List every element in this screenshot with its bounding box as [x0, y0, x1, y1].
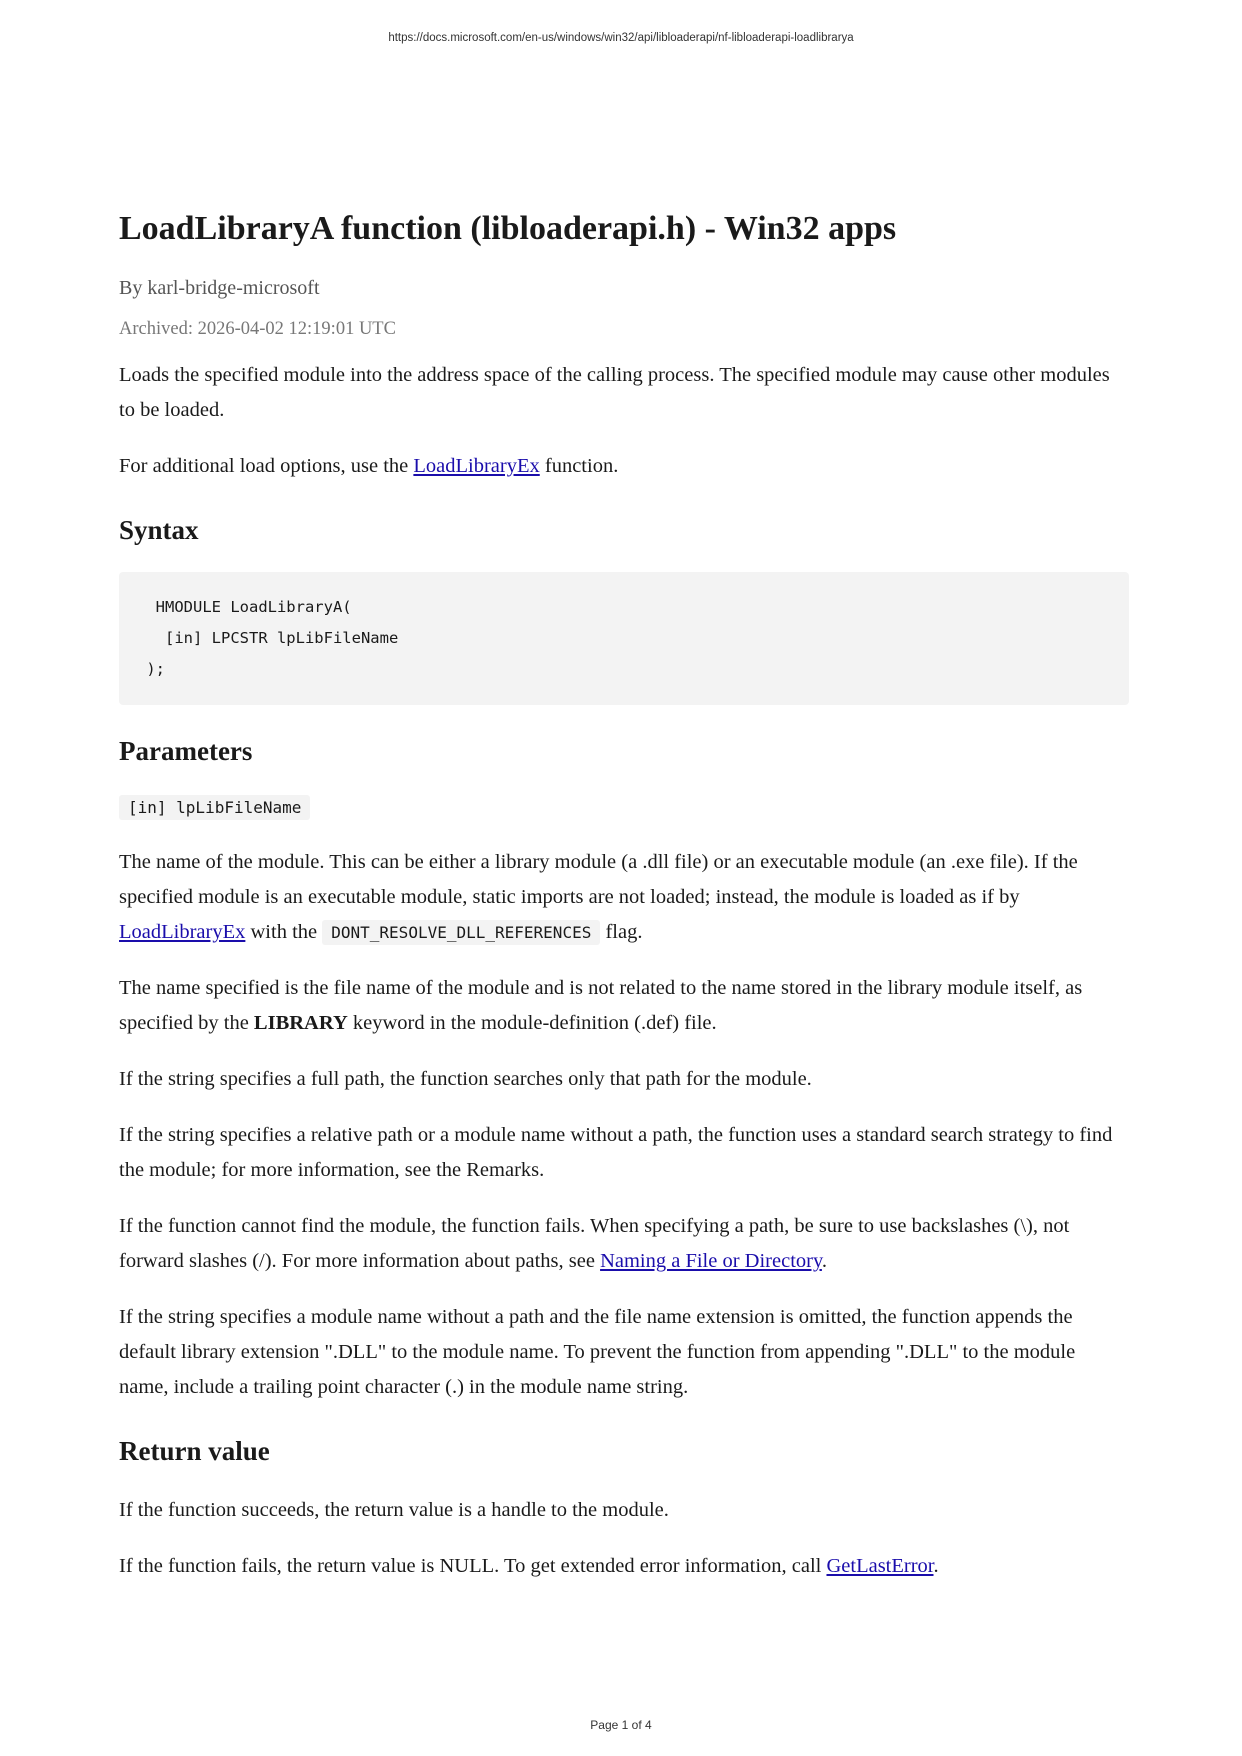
- author-byline: By karl-bridge-microsoft: [119, 276, 320, 299]
- return-value-success: If the function succeeds, the return value is a handle to the module.: [119, 1498, 669, 1521]
- return-value-failure: If the function fails, the return value is NULL. To get extended error information, call GetLastError.: [119, 1554, 939, 1577]
- archived-timestamp: Archived: 2026-04-02 12:19:01 UTC: [119, 318, 396, 339]
- param-description-4: If the string specifies a relative path or a module name without a path, the function uses a standard search strategy to find the module; for more information, see the Remarks.: [119, 1124, 1113, 1182]
- param-description-5: If the function cannot find the module, the function fails. When specifying a path, be sure to use backslashes (\), not forward slashes (/). For more information about paths, see Naming a File or Directory.: [119, 1215, 1070, 1273]
- intro-load-options-paragraph: For additional load options, use the LoadLibraryEx function.: [119, 454, 619, 477]
- page-number: Page 1 of 4: [590, 1718, 652, 1732]
- naming-file-link[interactable]: Naming a File or Directory: [600, 1250, 822, 1273]
- return-value-heading: Return value: [119, 1436, 270, 1467]
- syntax-heading: Syntax: [119, 514, 199, 545]
- loadlibraryex-link-2[interactable]: LoadLibraryEx: [119, 921, 246, 944]
- param-description-3: If the string specifies a full path, the function searches only that path for the module.: [119, 1068, 812, 1091]
- dont-resolve-flag-code: DONT_RESOLVE_DLL_REFERENCES: [322, 920, 600, 945]
- syntax-code-block: HMODULE LoadLibraryA( [in] LPCSTR lpLibFileName );: [119, 572, 1129, 705]
- getlasterror-link[interactable]: GetLastError: [826, 1554, 934, 1577]
- document-body: [119, 208, 1129, 1605]
- parameter-name: [119, 792, 1129, 825]
- library-keyword: LIBRARY: [253, 1012, 348, 1035]
- param-description-2: The name specified is the file name of the module and is not related to the name stored in the library module itself, as specified by the LIBRARY keyword in the module-definition (.def) file.: [119, 977, 1083, 1035]
- parameters-heading: Parameters: [119, 735, 253, 766]
- param-description-6: If the string specifies a module name without a path and the file name extension is omitted, the function appends the default library extension ".DLL" to the module name. To prevent the function from appending ".DLL" to the module name, include a trailing point character (.) in the module name string.: [119, 1306, 1076, 1399]
- intro-paragraph: Loads the specified module into the address space of the calling process. The specified module may cause other modules to be loaded.: [119, 363, 1110, 421]
- page-title: LoadLibraryA function (libloaderapi.h) - Win32 apps: [119, 210, 897, 247]
- param-description-1: The name of the module. This can be either a library module (a .dll file) or an executable module (an .exe file). If the specified module is an executable module, static imports are not loaded; instead, the module is loaded as if by LoadLibraryEx with the DONT_RESOLVE_DLL_REFERENCES flag.: [119, 851, 1078, 944]
- param-code: [in] lpLibFileName: [119, 795, 310, 820]
- loadlibraryex-link[interactable]: LoadLibraryEx: [413, 454, 540, 477]
- page-url: https://docs.microsoft.com/en-us/windows/win32/api/libloaderapi/nf-libloaderapi-loadlibrarya: [388, 32, 854, 44]
